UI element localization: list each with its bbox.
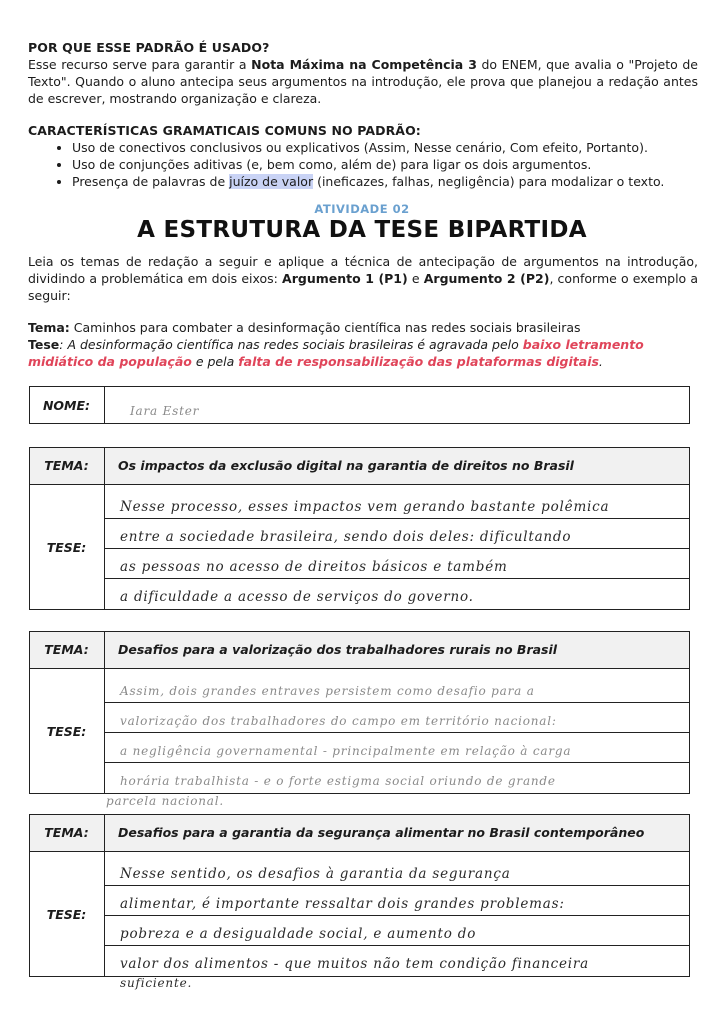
writing-line — [104, 915, 690, 916]
writing-line — [104, 885, 690, 886]
task-2-row-divider — [29, 668, 690, 669]
name-value[interactable]: Iara Ester — [130, 404, 200, 418]
example-tema — [28, 319, 698, 336]
section-heading-grammar: CARACTERÍSTICAS GRAMATICAIS COMUNS NO PADRÃO: — [28, 123, 421, 138]
example-tese-part: . — [598, 354, 603, 369]
task-1-tese-label: TESE: — [46, 539, 87, 555]
paragraph-why — [28, 56, 698, 107]
task-3-tese-line-4[interactable]: valor dos alimentos - que muitos não tem condição financeira — [120, 956, 590, 972]
example-argument-2: falta de responsabilização das plataformas digitais — [238, 354, 599, 369]
name-box — [29, 386, 690, 424]
grammar-bullet-3-part: Presença de palavras de — [72, 174, 230, 189]
activity-intro-part: e — [407, 271, 424, 286]
page-title: A ESTRUTURA DA TESE BIPARTIDA — [137, 217, 587, 243]
activity-intro-part: , conforme o exemplo a seguir: — [28, 271, 699, 303]
paragraph-why-bold: Nota Máxima na Competência 3 — [251, 57, 477, 72]
task-1-tese-line-1[interactable]: Nesse processo, esses impactos vem gerando bastante polêmica — [120, 499, 610, 515]
task-3-tese-line-1[interactable]: Nesse sentido, os desafios à garantia da segurança — [120, 866, 511, 882]
task-3-tese-line-2[interactable]: alimentar, é importante ressaltar dois grandes problemas: — [120, 896, 565, 912]
writing-line — [104, 945, 690, 946]
task-1-tema-label: TEMA: — [44, 458, 89, 473]
name-label: NOME: — [42, 397, 91, 413]
example-tema-label: Tema: — [28, 320, 70, 335]
task-1-tese-line-3[interactable]: as pessoas no acesso de direitos básicos e também — [120, 559, 508, 575]
writing-line — [104, 702, 690, 703]
grammar-bullet-1: • Uso de conectivos conclusivos ou explicativos (Assim, Nesse cenário, Com efeito, Portanto). — [72, 139, 704, 156]
task-2-tese-label: TESE: — [46, 723, 87, 739]
paragraph-why-part: Esse recurso serve para garantir a — [28, 57, 252, 72]
task-1-tese-line-2[interactable]: entre a sociedade brasileira, sendo dois deles: dificultando — [120, 529, 572, 545]
task-2-tema-text: Desafios para a valorização dos trabalhadores rurais no Brasil — [118, 642, 558, 657]
task-2-tema-label: TEMA: — [44, 642, 89, 657]
task-2-tese-line-2[interactable]: valorização dos trabalhadores do campo em território nacional: — [120, 714, 557, 728]
writing-line — [104, 732, 690, 733]
activity-intro-part: Leia os temas de redação a seguir e aplique a técnica de antecipação de argumentos na introdução, dividindo a problemática em dois eixos: — [28, 254, 698, 286]
paragraph-why-part: do ENEM, que avalia o "Projeto de Texto". Quando o aluno antecipa seus argumentos na introdução, ele prova que planejou a redação antes de escrever, mostrando organização e clareza. — [28, 57, 698, 106]
task-3-tema-label: TEMA: — [44, 825, 89, 840]
task-2-col-divider — [104, 631, 105, 794]
example-tese-part: : A desinformação científica nas redes sociais brasileiras é agravada pelo — [59, 337, 523, 352]
writing-line — [104, 518, 690, 519]
activity-label: ATIVIDADE 02 — [314, 202, 410, 216]
example-argument-1: baixo letramento midiático da população — [28, 337, 644, 369]
grammar-bullet-3 — [72, 173, 704, 190]
task-2-tese-line-3[interactable]: a negligência governamental - principalmente em relação à carga — [120, 744, 572, 758]
example-tese — [28, 336, 698, 370]
example-tese-label: Tese — [28, 337, 60, 352]
highlighted-text: juízo de valor — [229, 174, 314, 189]
task-1-col-divider — [104, 447, 105, 610]
name-box-divider — [104, 386, 105, 424]
writing-line — [104, 762, 690, 763]
activity-intro-bold: Argumento 1 (P1) — [282, 271, 408, 286]
grammar-bullet-list — [28, 139, 704, 190]
example-tema-text: Caminhos para combater a desinformação científica nas redes sociais brasileiras — [69, 320, 581, 335]
task-1-tema-text: Os impactos da exclusão digital na garantia de direitos no Brasil — [118, 458, 574, 473]
writing-line — [104, 548, 690, 549]
writing-line — [104, 578, 690, 579]
task-2-tese-line-4[interactable]: horária trabalhista - e o forte estigma social oriundo de grande — [120, 774, 556, 788]
task-1-row-divider — [29, 484, 690, 485]
task-3-tese-line-3[interactable]: pobreza e a desigualdade social, e aumento do — [120, 926, 477, 942]
example-tese-part: e pela — [191, 354, 239, 369]
task-3-tema-text: Desafios para a garantia da segurança alimentar no Brasil contemporâneo — [118, 825, 645, 840]
task-3-col-divider — [104, 814, 105, 977]
section-heading-why: POR QUE ESSE PADRÃO É USADO? — [28, 40, 270, 55]
grammar-bullet-3-part: (ineficazes, falhas, negligência) para modalizar o texto. — [313, 174, 665, 189]
task-3-tese-label: TESE: — [46, 906, 87, 922]
activity-intro — [28, 253, 698, 304]
task-1-tese-line-4[interactable]: a dificuldade a acesso de serviços do governo. — [120, 589, 474, 605]
task-2-tese-line-1[interactable]: Assim, dois grandes entraves persistem como desafio para a — [120, 684, 535, 698]
activity-intro-bold: Argumento 2 (P2) — [423, 271, 550, 286]
task-3-row-divider — [29, 851, 690, 852]
grammar-bullet-2: • Uso de conjunções aditivas (e, bem como, além de) para ligar os dois argumentos. — [72, 156, 704, 173]
task-2-tese-overflow[interactable]: parcela nacional. — [106, 794, 225, 808]
task-3-tese-overflow[interactable]: suficiente. — [120, 976, 193, 990]
